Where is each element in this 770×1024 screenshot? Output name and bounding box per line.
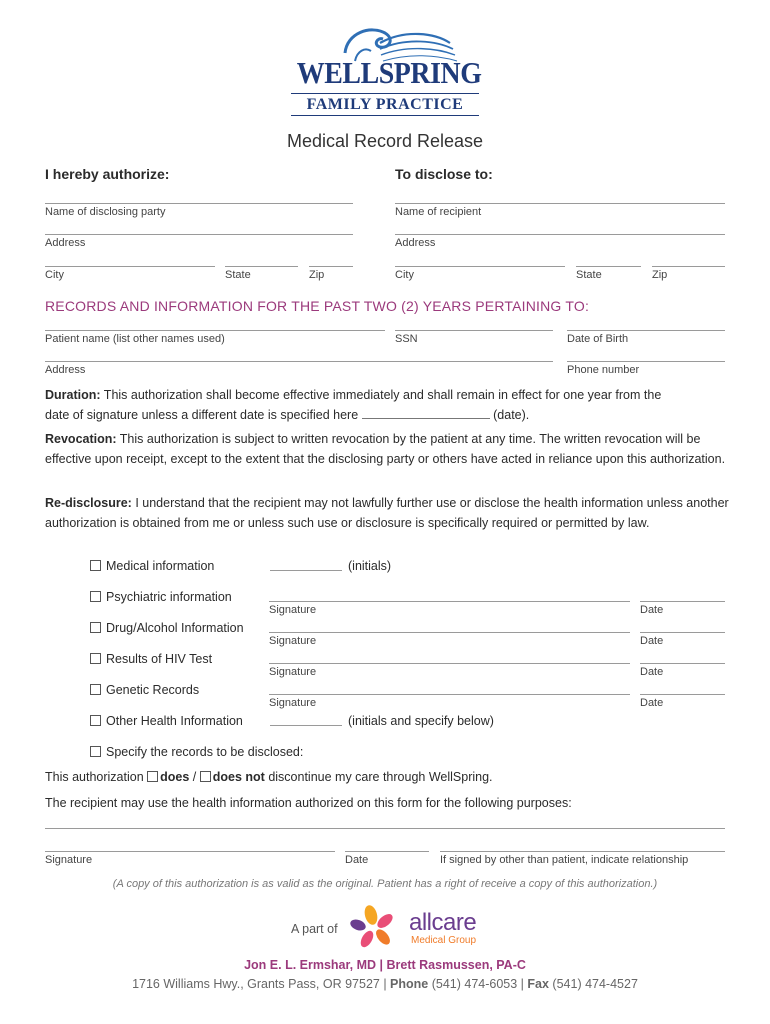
- relationship-line[interactable]: [440, 851, 725, 852]
- duration-paragraph: [45, 386, 735, 425]
- wellspring-logo: [285, 25, 485, 120]
- patient-name-label: Patient name (list other names used): [45, 333, 225, 345]
- hiv-date-line[interactable]: [640, 663, 725, 664]
- part-of-label: A part of: [291, 922, 338, 936]
- logo-family-practice-text: FAMILY PRACTICE: [306, 96, 464, 113]
- drug-date-label: Date: [640, 635, 664, 647]
- medical-initials-line[interactable]: [270, 570, 342, 571]
- bottom-date-label: Date: [345, 854, 369, 866]
- ssn-line[interactable]: [395, 330, 553, 331]
- footer-physicians: Jon E. L. Ermshar, MD | Brett Rasmussen, PA-C: [244, 958, 526, 972]
- relationship-label: If signed by other than patient, indicate relationship: [440, 854, 689, 866]
- redisclosure-paragraph: [45, 494, 735, 533]
- record-option-genetic[interactable]: Genetic Records: [90, 683, 199, 697]
- disclosing-party-line[interactable]: [45, 203, 353, 204]
- psychiatric-date-label: Date: [640, 604, 664, 616]
- footer-phone: (541) 474-6053 |: [428, 977, 528, 991]
- address-right-label: Address: [395, 237, 436, 249]
- city-left-line[interactable]: [45, 266, 215, 267]
- purposes-line[interactable]: [45, 828, 725, 829]
- checkbox[interactable]: [90, 684, 101, 695]
- bottom-date-line[interactable]: [345, 851, 429, 852]
- phone-line[interactable]: [567, 361, 725, 362]
- checkbox[interactable]: [90, 653, 101, 664]
- state-left-line[interactable]: [225, 266, 298, 267]
- allcare-logo: [349, 905, 489, 949]
- footer-contact: [0, 977, 770, 991]
- zip-left-line[interactable]: [309, 266, 353, 267]
- patient-address-label: Address: [45, 364, 86, 376]
- right-header: To disclose to:: [395, 166, 493, 182]
- hiv-signature-line[interactable]: [269, 663, 630, 664]
- genetic-date-label: Date: [640, 697, 664, 709]
- checkbox[interactable]: [90, 715, 101, 726]
- footer-fax-label: Fax: [527, 977, 549, 991]
- record-option-other[interactable]: Other Health Information: [90, 714, 243, 728]
- duration-text-1: This authorization shall become effective immediately and shall remain in effect for one year from the: [100, 388, 662, 402]
- record-option-drug-alcohol[interactable]: Drug/Alcohol Information: [90, 621, 244, 635]
- bottom-signature-line[interactable]: [45, 851, 335, 852]
- redisclosure-label: Re-disclosure:: [45, 496, 132, 510]
- medical-initials-label: (initials): [348, 559, 392, 573]
- address-left-line[interactable]: [45, 234, 353, 235]
- record-option-hiv[interactable]: Results of HIV Test: [90, 652, 212, 666]
- address-left-label: Address: [45, 237, 86, 249]
- does-label: does: [160, 770, 190, 784]
- allcare-flower-icon: [349, 905, 397, 949]
- ssn-label: SSN: [395, 333, 418, 345]
- genetic-signature-label: Signature: [269, 697, 317, 709]
- page-title: Medical Record Release: [286, 131, 484, 151]
- dob-line[interactable]: [567, 330, 725, 331]
- revocation-paragraph: [45, 430, 735, 469]
- drug-signature-line[interactable]: [269, 632, 630, 633]
- address-right-line[interactable]: [395, 234, 725, 235]
- state-right-line[interactable]: [576, 266, 641, 267]
- left-header: I hereby authorize:: [45, 166, 170, 182]
- duration-date-line[interactable]: [362, 407, 490, 419]
- duration-label: Duration:: [45, 388, 101, 402]
- footer-fax: (541) 474-4527: [548, 977, 638, 991]
- zip-right-label: Zip: [652, 269, 668, 281]
- purposes-statement: The recipient may use the health information authorized on this form for the following purposes:: [45, 796, 572, 810]
- patient-name-line[interactable]: [45, 330, 385, 331]
- recipient-label: Name of recipient: [395, 206, 482, 218]
- does-not-label: does not: [212, 770, 265, 784]
- city-right-label: City: [395, 269, 414, 281]
- zip-left-label: Zip: [309, 269, 325, 281]
- bottom-signature-label: Signature: [45, 854, 93, 866]
- does-not-checkbox[interactable]: [200, 771, 211, 782]
- genetic-date-line[interactable]: [640, 694, 725, 695]
- checkbox[interactable]: [90, 591, 101, 602]
- dob-label: Date of Birth: [567, 333, 629, 345]
- checkbox[interactable]: [90, 622, 101, 633]
- other-initials-label: (initials and specify below): [348, 714, 494, 728]
- drug-date-line[interactable]: [640, 632, 725, 633]
- zip-right-line[interactable]: [652, 266, 725, 267]
- other-initials-line[interactable]: [270, 725, 342, 726]
- city-left-label: City: [45, 269, 64, 281]
- patient-address-line[interactable]: [45, 361, 553, 362]
- city-right-line[interactable]: [395, 266, 565, 267]
- allcare-name: allcare: [409, 909, 477, 936]
- revocation-text: This authorization is subject to written revocation by the patient at any time. The written revocation will be effective upon receipt, except to the extent that the disclosing party or others have acted in reliance upon this authorization.: [45, 432, 726, 466]
- duration-text-3: (date).: [493, 407, 530, 422]
- revocation-label: Revocation:: [45, 432, 117, 446]
- redisclosure-text: I understand that the recipient may not lawfully further use or disclose the health information unless another authorization is obtained from me or unless such use or disclosure is specifically required or permitted by law.: [45, 496, 729, 530]
- record-option-psychiatric[interactable]: Psychiatric information: [90, 590, 232, 604]
- checkbox[interactable]: [90, 560, 101, 571]
- psychiatric-signature-line[interactable]: [269, 601, 630, 602]
- state-left-label: State: [225, 269, 251, 281]
- state-right-label: State: [576, 269, 602, 281]
- checkbox[interactable]: [90, 746, 101, 757]
- hiv-signature-label: Signature: [269, 666, 317, 678]
- disclosing-party-label: Name of disclosing party: [45, 206, 166, 218]
- duration-text-2: date of signature unless a different date is specified here: [45, 407, 359, 422]
- drug-signature-label: Signature: [269, 635, 317, 647]
- genetic-signature-line[interactable]: [269, 694, 630, 695]
- recipient-line[interactable]: [395, 203, 725, 204]
- copy-note: (A copy of this authorization is as valid as the original. Patient has a right of receive a copy of this authorization.): [112, 878, 658, 890]
- logo-wellspring-text: WELLSPRING: [296, 55, 482, 90]
- allcare-sub: Medical Group: [411, 935, 477, 946]
- does-checkbox[interactable]: [147, 771, 158, 782]
- hiv-date-label: Date: [640, 666, 664, 678]
- psychiatric-signature-label: Signature: [269, 604, 317, 616]
- phone-label: Phone number: [567, 364, 640, 376]
- authorization-statement: This authorization does / does not discontinue my care through WellSpring.: [45, 770, 493, 784]
- footer-address: 1716 Williams Hwy., Grants Pass, OR 97527 |: [132, 977, 391, 991]
- footer-phone-label: Phone: [390, 977, 429, 991]
- psychiatric-date-line[interactable]: [640, 601, 725, 602]
- record-option-medical[interactable]: Medical information: [90, 559, 214, 573]
- records-section-title: RECORDS AND INFORMATION FOR THE PAST TWO (2) YEARS PERTAINING TO:: [45, 298, 590, 314]
- record-option-specify[interactable]: Specify the records to be disclosed:: [90, 745, 303, 759]
